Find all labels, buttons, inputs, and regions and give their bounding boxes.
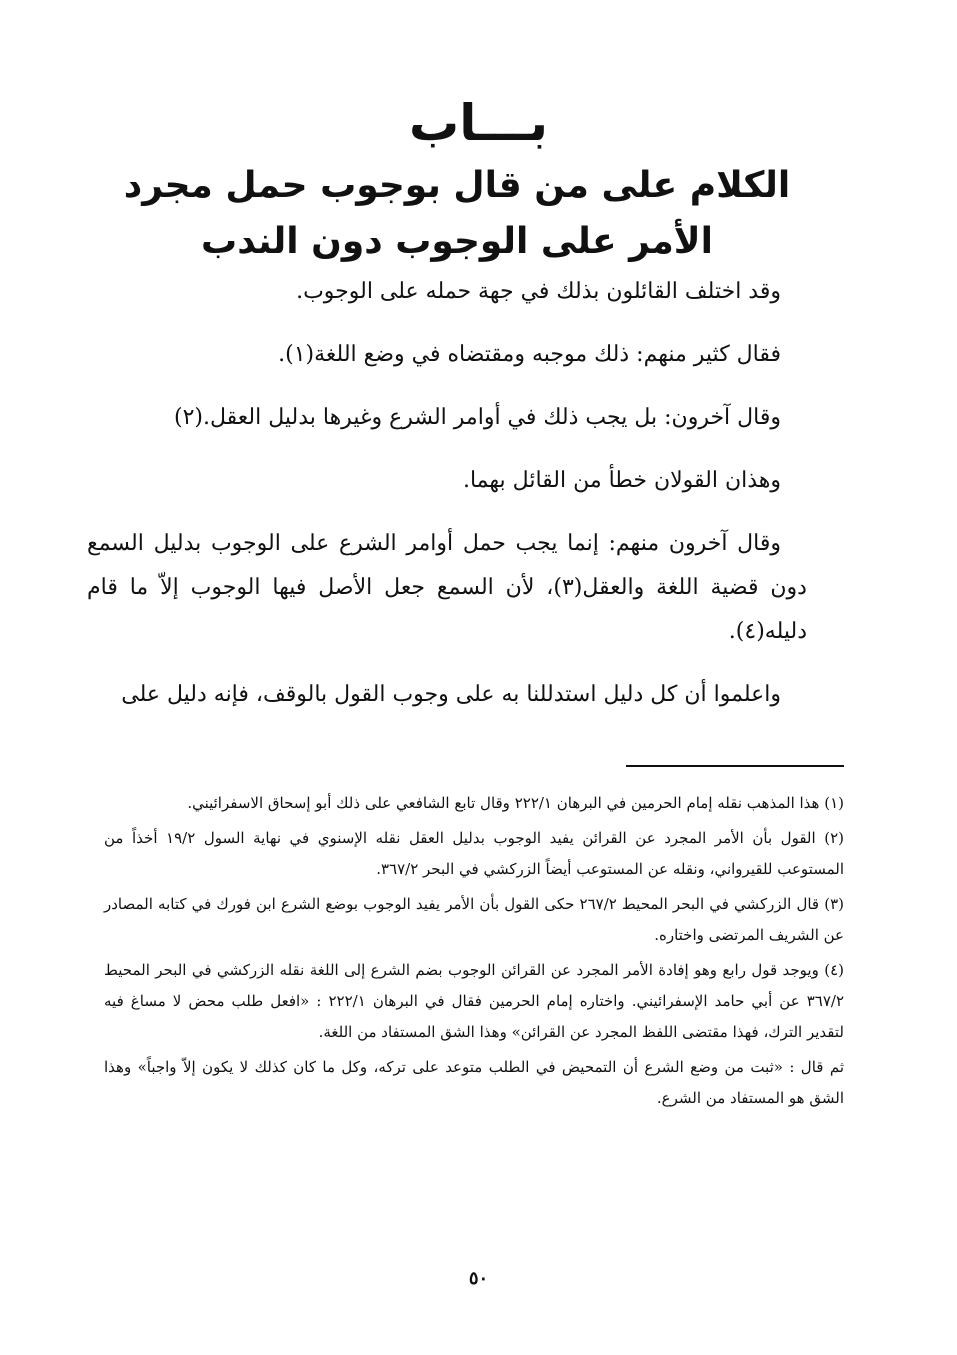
footnote: (٣) قال الزركشي في البحر المحيط ٢٦٧/٢ حكى القول بأن الأمر يفيد الوجوب بوضع الشرع ابن فورك في كتابه المصادر عن الشريف المرتضى واختاره.	[104, 895, 844, 944]
paragraph: فقال كثير منهم: ذلك موجبه ومقتضاه في وضع اللغة(١).	[278, 342, 781, 367]
body-text	[87, 270, 807, 736]
footnote-separator	[626, 765, 844, 767]
footnote: (٢) القول بأن الأمر المجرد عن القرائن يفيد الوجوب بدليل العقل نقله الإسنوي في نهاية السول ١٩/٢ أخذاً من المستوعب للقيرواني، ونقله عن المستوعب أيضاً الزركشي في البحر ٣٦٧/٢.	[104, 829, 844, 878]
chapter-title: الكلام على من قال بوجوب حمل مجرد الأمر على الوجوب دون الندب	[123, 165, 791, 262]
page-number: ٥٠	[468, 1268, 489, 1289]
footnote: (٤) ويوجد قول رابع وهو إفادة الأمر المجرد عن القرائن الوجوب بضم الشرع إلى اللغة نقله الزركشي في البحر المحيط ٣٦٧/٢ عن أبي حامد الإسفرائيني. واختاره إمام الحرمين فقال في البرهان ٢٢٢/١ : «افعل طلب محض لا مساغ فيه لتقدير الترك، فهذا مقتضى اللفظ المجرد عن القرائن» وهذا الشق المستفاد من اللغة.	[104, 961, 844, 1041]
paragraph: وقد اختلف القائلون بذلك في جهة حمله على الوجوب.	[296, 279, 781, 304]
footnotes	[104, 788, 844, 1118]
paragraph: وقال آخرون منهم: إنما يجب حمل أوامر الشرع على الوجوب بدليل السمع دون قضية اللغة والعقل(٣)، لأن السمع جعل الأصل فيها الوجوب إلاّ ما قام دليله(٤).	[87, 531, 807, 644]
paragraph: وقال آخرون: بل يجب ذلك في أوامر الشرع وغيرها بدليل العقل.(٢)	[174, 405, 781, 430]
footnote: ثم قال : «ثبت من وضع الشرع أن التمحيض في الطلب متوعد على تركه، وكل ما كان كذلك لا يكون إلاّ واجباً» وهذا الشق هو المستفاد من الشرع.	[104, 1058, 844, 1107]
paragraph: واعلموا أن كل دليل استدللنا به على وجوب القول بالوقف، فإنه دليل على	[121, 682, 781, 707]
chapter-heading: بـــاب	[408, 94, 549, 152]
paragraph: وهذان القولان خطأ من القائل بهما.	[462, 468, 781, 493]
footnote: (١) هذا المذهب نقله إمام الحرمين في البرهان ٢٢٢/١ وقال تابع الشافعي على ذلك أبو إسحاق الاسفرائيني.	[187, 794, 844, 812]
